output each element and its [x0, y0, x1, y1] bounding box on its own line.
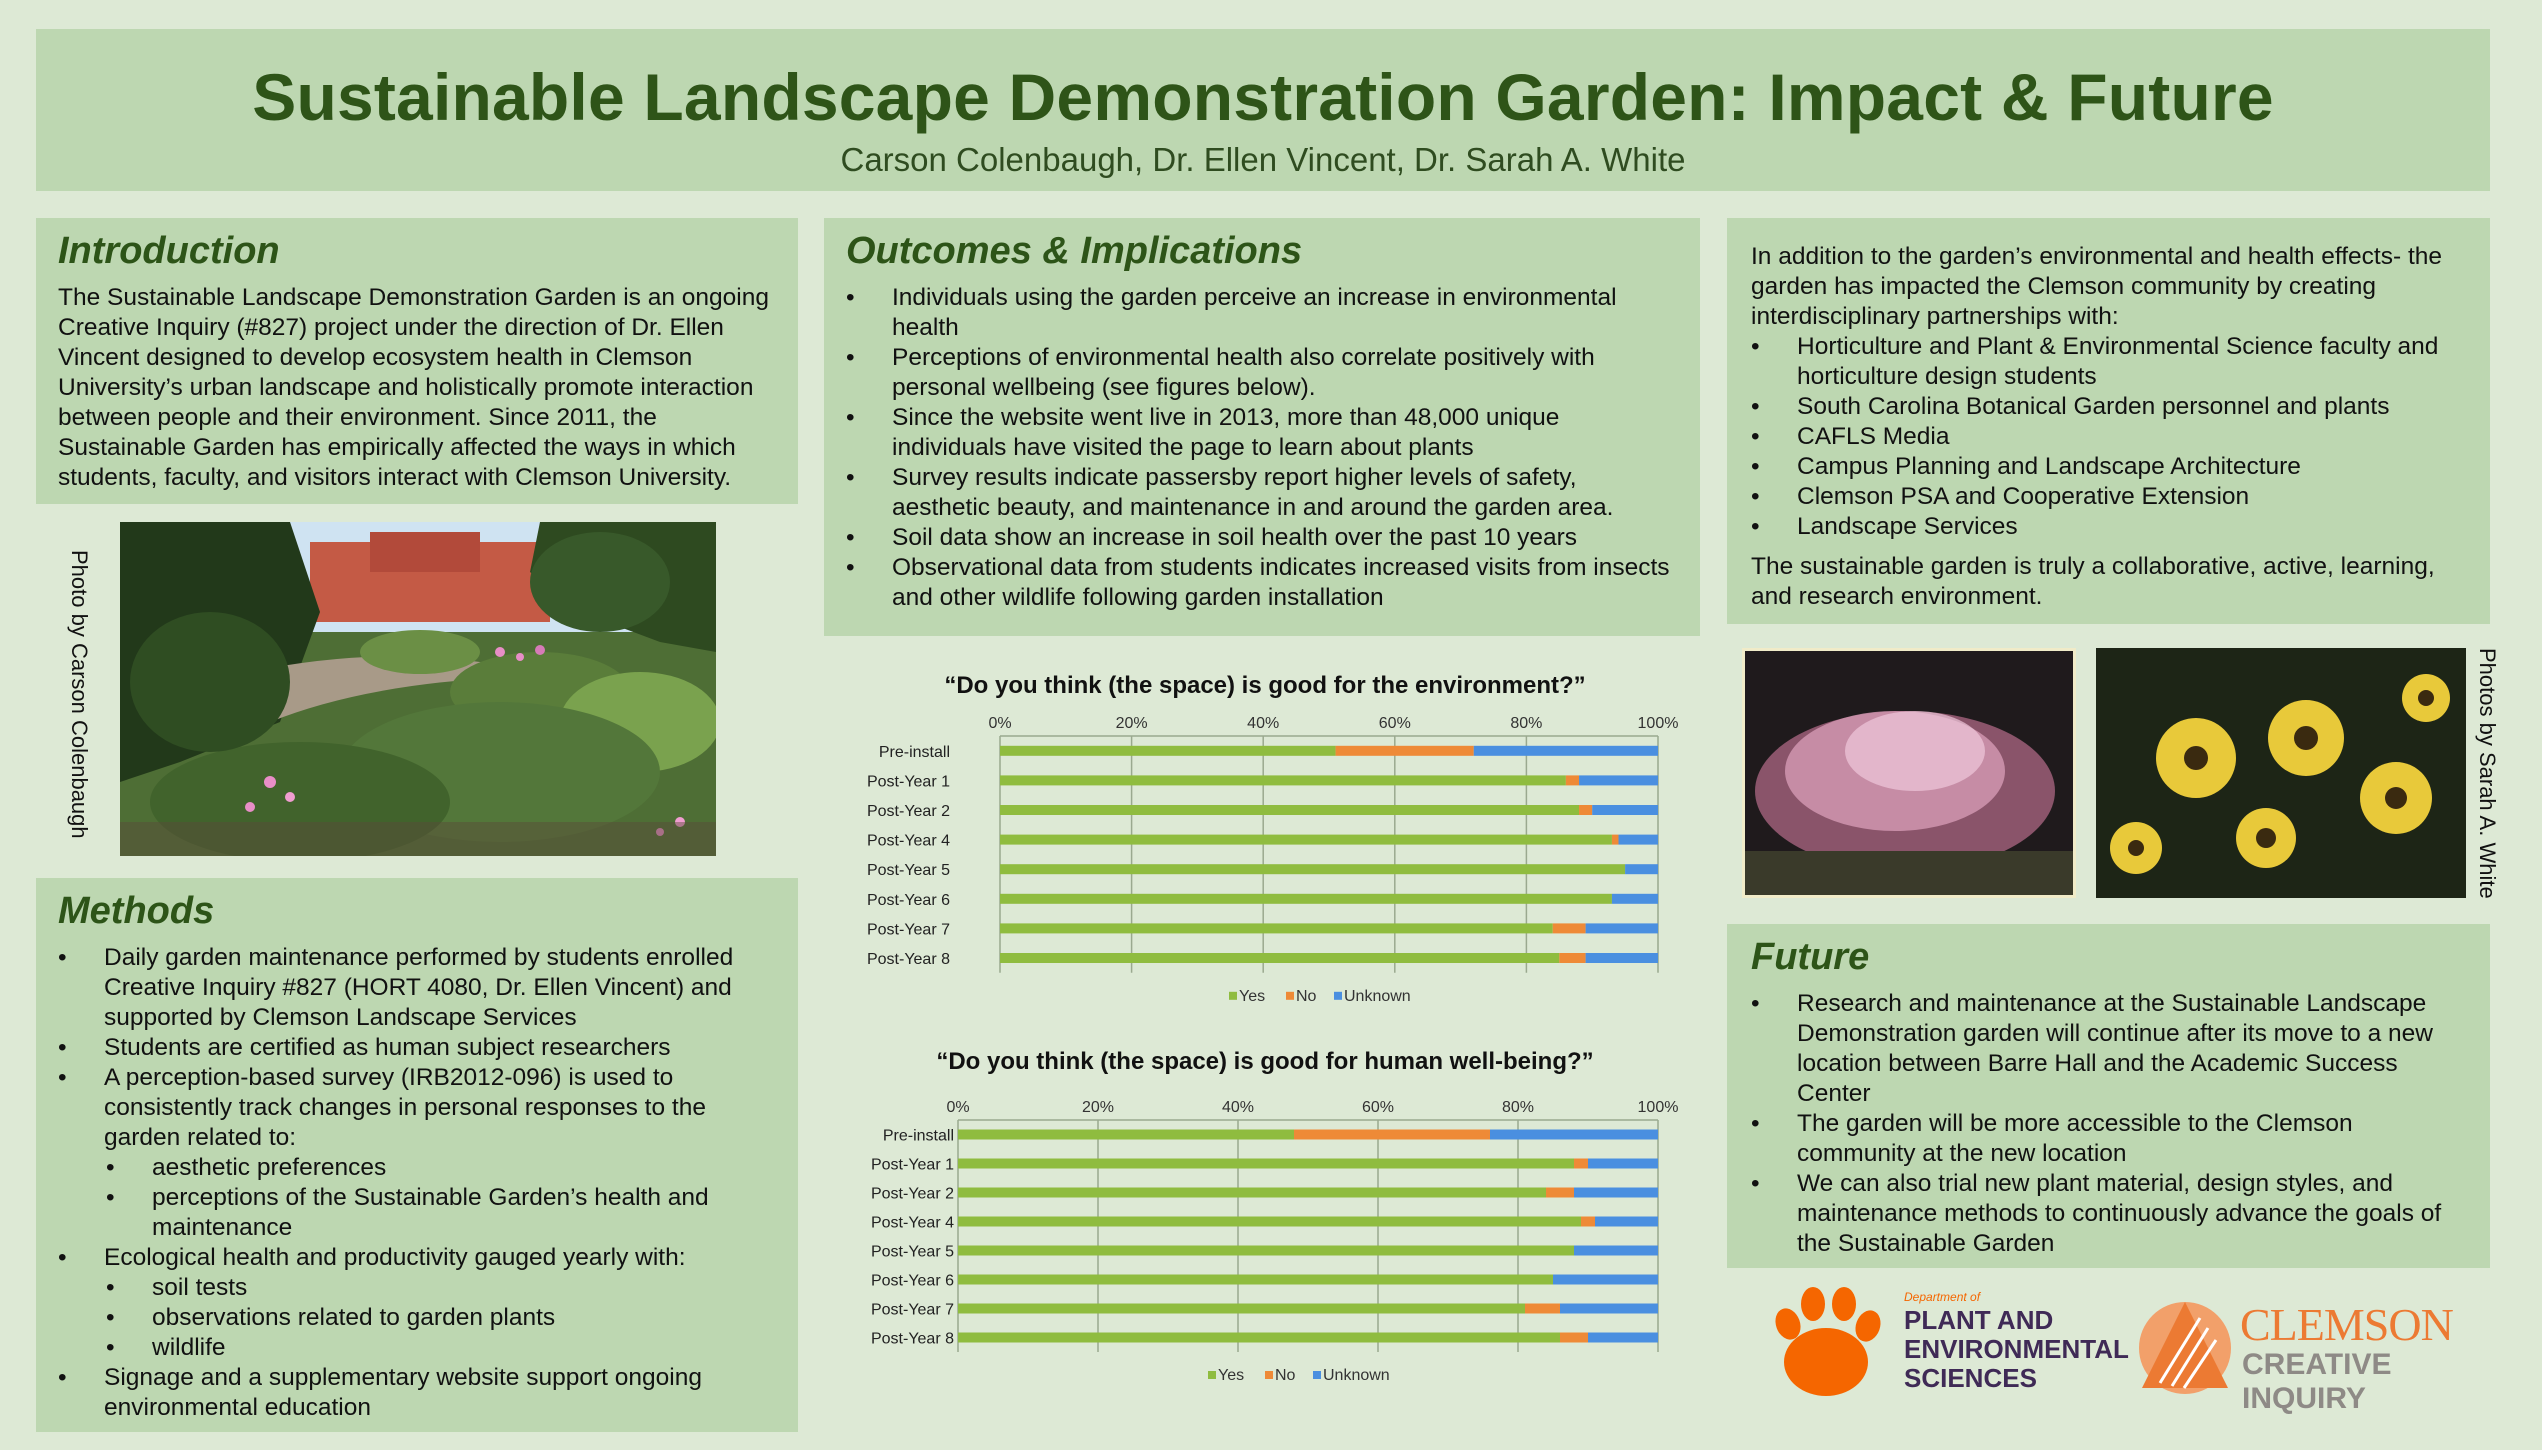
dept-line2: PLANT AND — [1904, 1305, 2054, 1335]
list-item: • Since the website went live in 2013, more than 48,000 unique individuals have visited the page to learn about plants — [846, 403, 1678, 463]
dept-logo — [1768, 1284, 2129, 1404]
photo-credit-right: Photos by Sarah A. White — [2475, 648, 2500, 899]
list-item: • Daily garden maintenance performed by students enrolled Creative Inquiry #827 (HORT 4080, Dr. Ellen Vincent) and supported by Clemson Landscape Services — [58, 943, 776, 1033]
bar-segment-no — [1574, 1159, 1588, 1169]
tiger-paw-icon — [1768, 1284, 1888, 1400]
introduction-heading: Introduction — [58, 230, 280, 272]
x-tick-label: 20% — [1115, 715, 1148, 732]
list-item: • Individuals using the garden perceive an increase in environmental health — [846, 283, 1678, 343]
bar-segment-yes — [1000, 894, 1612, 904]
bar-segment-unknown — [1625, 864, 1658, 874]
dept-line4: SCIENCES — [1904, 1363, 2037, 1393]
bar-segment-yes — [1000, 953, 1559, 963]
future-panel — [1727, 924, 2490, 1268]
bar-segment-unknown — [1595, 1217, 1658, 1227]
bar-segment-yes — [958, 1130, 1294, 1140]
bar-segment-no — [1525, 1304, 1560, 1314]
bar-segment-yes — [958, 1217, 1581, 1227]
chart-wellbeing-title: “Do you think (the space) is good for human well-being?” — [936, 1048, 1594, 1075]
partnerships-list — [1751, 332, 2466, 542]
bar-segment-no — [1581, 1217, 1595, 1227]
legend-label: Yes — [1239, 987, 1266, 1005]
list-item: • soil tests — [58, 1273, 776, 1303]
poster-header — [36, 29, 2490, 191]
category-label: Post-Year 1 — [870, 1156, 954, 1174]
introduction-panel — [36, 218, 798, 504]
list-item: • South Carolina Botanical Garden personnel and plants — [1751, 392, 2466, 422]
poster-authors: Carson Colenbaugh, Dr. Ellen Vincent, Dr. Sarah A. White — [840, 141, 1686, 178]
bar-segment-yes — [1000, 835, 1612, 845]
category-label: Post-Year 8 — [866, 951, 950, 968]
ci-line2: CREATIVE INQUIRY — [2242, 1348, 2392, 1415]
legend-label: Unknown — [1323, 1367, 1390, 1384]
bar-segment-no — [1336, 746, 1474, 756]
legend-swatch — [1313, 1371, 1321, 1379]
category-label: Post-Year 7 — [866, 921, 950, 939]
x-tick-label: 40% — [1247, 715, 1280, 732]
bar-segment-unknown — [1619, 835, 1658, 845]
bar-segment-no — [1294, 1130, 1490, 1140]
chart-wellbeing — [850, 1090, 1710, 1450]
bar-segment-yes — [958, 1159, 1574, 1169]
category-label: Post-Year 2 — [870, 1185, 954, 1203]
category-label: Post-Year 4 — [870, 1214, 954, 1232]
bar-segment-yes — [958, 1304, 1525, 1314]
list-item: • We can also trial new plant material, design styles, and maintenance methods to continuously advance the goals of the Sustainable Garden — [1751, 1169, 2466, 1259]
category-label: Post-Year 6 — [870, 1272, 954, 1290]
x-tick-label: 60% — [1361, 1099, 1395, 1116]
bar-segment-unknown — [1560, 1304, 1658, 1314]
x-tick-label: 80% — [1510, 715, 1543, 732]
category-label: Post-Year 5 — [870, 1243, 954, 1261]
bar-segment-unknown — [1592, 805, 1658, 815]
list-item: • Landscape Services — [1751, 512, 2466, 542]
poster-title: Sustainable Landscape Demonstration Garden: Impact & Future — [252, 60, 2274, 134]
sunflower-photo — [2096, 648, 2466, 898]
bar-segment-unknown — [1612, 894, 1658, 904]
bar-segment-unknown — [1588, 1333, 1658, 1343]
legend-swatch — [1208, 1371, 1216, 1379]
legend-swatch — [1286, 992, 1294, 1000]
bar-segment-yes — [958, 1246, 1574, 1256]
legend-label: Unknown — [1344, 987, 1411, 1005]
bar-segment-unknown — [1588, 1159, 1658, 1169]
photo-credit-left: Photo by Carson Colenbaugh — [67, 550, 92, 839]
list-item: • Horticulture and Plant & Environmental Science faculty and horticulture design students — [1751, 332, 2466, 392]
partnerships-closing: The sustainable garden is truly a collaborative, active, learning, and research environment. — [1751, 553, 2435, 610]
legend-swatch — [1229, 992, 1237, 1000]
partnerships-panel — [1727, 218, 2490, 624]
bar-segment-no — [1579, 805, 1592, 815]
list-item: • observations related to garden plants — [58, 1303, 776, 1333]
bar-segment-no — [1559, 953, 1585, 963]
bar-segment-unknown — [1574, 1188, 1658, 1198]
category-label: Pre-install — [882, 1127, 954, 1145]
x-tick-label: 100% — [1637, 715, 1679, 732]
x-tick-label: 100% — [1637, 1099, 1679, 1116]
bar-segment-unknown — [1474, 746, 1658, 756]
future-heading: Future — [1751, 936, 1870, 978]
bar-segment-unknown — [1579, 775, 1658, 785]
legend-label: No — [1296, 987, 1317, 1005]
methods-heading: Methods — [58, 890, 215, 932]
list-item: • Survey results indicate passersby report higher levels of safety, aesthetic beauty, and maintenance in and around the garden area. — [846, 463, 1678, 523]
category-label: Post-Year 6 — [866, 891, 950, 909]
category-label: Post-Year 8 — [870, 1330, 954, 1348]
category-label: Pre-install — [878, 743, 950, 761]
muhly-grass-photo — [1742, 648, 2076, 898]
bar-segment-yes — [1000, 775, 1566, 785]
bar-segment-yes — [958, 1275, 1553, 1285]
bar-segment-yes — [1000, 864, 1625, 874]
list-item: • Perceptions of environmental health also correlate positively with personal wellbeing (see figures below). — [846, 343, 1678, 403]
bar-segment-unknown — [1490, 1130, 1658, 1140]
list-item: • aesthetic preferences — [58, 1153, 776, 1183]
bar-segment-no — [1566, 775, 1579, 785]
x-tick-label: 0% — [988, 715, 1012, 732]
bar-segment-no — [1612, 835, 1619, 845]
list-item: • The garden will be more accessible to the Clemson community at the new location — [1751, 1109, 2466, 1169]
creative-inquiry-mark-icon — [2130, 1288, 2240, 1398]
list-item: • Research and maintenance at the Sustainable Landscape Demonstration garden will continue after its move to a new location between Barre Hall and the Academic Success Center — [1751, 989, 2466, 1109]
list-item: • Signage and a supplementary website support ongoing environmental education — [58, 1363, 776, 1423]
list-item: • Soil data show an increase in soil health over the past 10 years — [846, 523, 1678, 553]
bar-segment-unknown — [1553, 1275, 1658, 1285]
dept-line1: Department of — [1904, 1290, 1981, 1304]
chart-environment — [850, 710, 1710, 1060]
future-list — [1751, 989, 2466, 1259]
list-item — [58, 1063, 776, 1243]
list-item: • CAFLS Media — [1751, 422, 2466, 452]
category-label: Post-Year 4 — [866, 832, 950, 850]
list-item-text: Ecological health and productivity gauged yearly with: — [104, 1244, 686, 1271]
bar-segment-no — [1553, 923, 1586, 933]
legend-label: No — [1275, 1367, 1296, 1384]
bar-segment-yes — [958, 1188, 1546, 1198]
outcomes-heading: Outcomes & Implications — [846, 230, 1303, 272]
chart-environment-title: “Do you think (the space) is good for the environment?” — [944, 672, 1586, 699]
garden-photo — [120, 522, 716, 856]
legend-swatch — [1334, 992, 1342, 1000]
category-label: Post-Year 5 — [866, 862, 950, 880]
bar-segment-yes — [958, 1333, 1560, 1343]
creative-inquiry-logo — [2130, 1288, 2490, 1415]
list-item: • perceptions of the Sustainable Garden’s health and maintenance — [58, 1183, 776, 1243]
bar-segment-yes — [1000, 805, 1579, 815]
x-tick-label: 80% — [1501, 1099, 1535, 1116]
list-item: • Clemson PSA and Cooperative Extension — [1751, 482, 2466, 512]
list-item: • Students are certified as human subject researchers — [58, 1033, 776, 1063]
x-tick-label: 40% — [1221, 1099, 1255, 1116]
list-item-text: A perception-based survey (IRB2012-096) is used to consistently track changes in personal responses to the garden related to: — [104, 1064, 706, 1151]
list-item: • wildlife — [58, 1333, 776, 1363]
bar-segment-unknown — [1574, 1246, 1658, 1256]
bar-segment-unknown — [1586, 923, 1658, 933]
category-label: Post-Year 1 — [866, 773, 950, 791]
methods-list — [58, 943, 776, 1423]
list-item — [58, 1243, 776, 1363]
partnerships-intro: In addition to the garden’s environmental and health effects- the garden has impacted the Clemson community by creating interdisciplinary partnerships with: — [1751, 243, 2443, 330]
category-label: Post-Year 2 — [866, 803, 950, 820]
ci-line1: CLEMSON — [2240, 1299, 2453, 1350]
bar-segment-yes — [1000, 746, 1336, 756]
bar-segment-unknown — [1586, 953, 1658, 963]
dept-line3: ENVIRONMENTAL — [1904, 1334, 2129, 1364]
bar-segment-no — [1546, 1188, 1574, 1198]
legend-label: Yes — [1218, 1367, 1245, 1384]
list-item: • Observational data from students indicates increased visits from insects and other wildlife following garden installation — [846, 553, 1678, 613]
x-tick-label: 20% — [1081, 1099, 1115, 1116]
list-item: • Campus Planning and Landscape Architecture — [1751, 452, 2466, 482]
bar-segment-yes — [1000, 923, 1553, 933]
legend-swatch — [1265, 1371, 1273, 1379]
methods-panel — [36, 878, 798, 1432]
category-label: Post-Year 7 — [870, 1301, 954, 1319]
introduction-body: The Sustainable Landscape Demonstration Garden is an ongoing Creative Inquiry (#827) project under the direction of Dr. Ellen Vincent designed to develop ecosystem health in Clemson University’s urban landscape and holistically promote interaction between people and their environment. Since 2011, the Sustainable Garden has empirically affected the ways in which students, faculty, and visitors interact with Clemson University. — [58, 284, 769, 491]
x-tick-label: 0% — [946, 1099, 970, 1116]
outcomes-panel — [824, 218, 1700, 636]
outcomes-list — [846, 283, 1678, 613]
x-tick-label: 60% — [1378, 715, 1411, 732]
bar-segment-no — [1560, 1333, 1588, 1343]
